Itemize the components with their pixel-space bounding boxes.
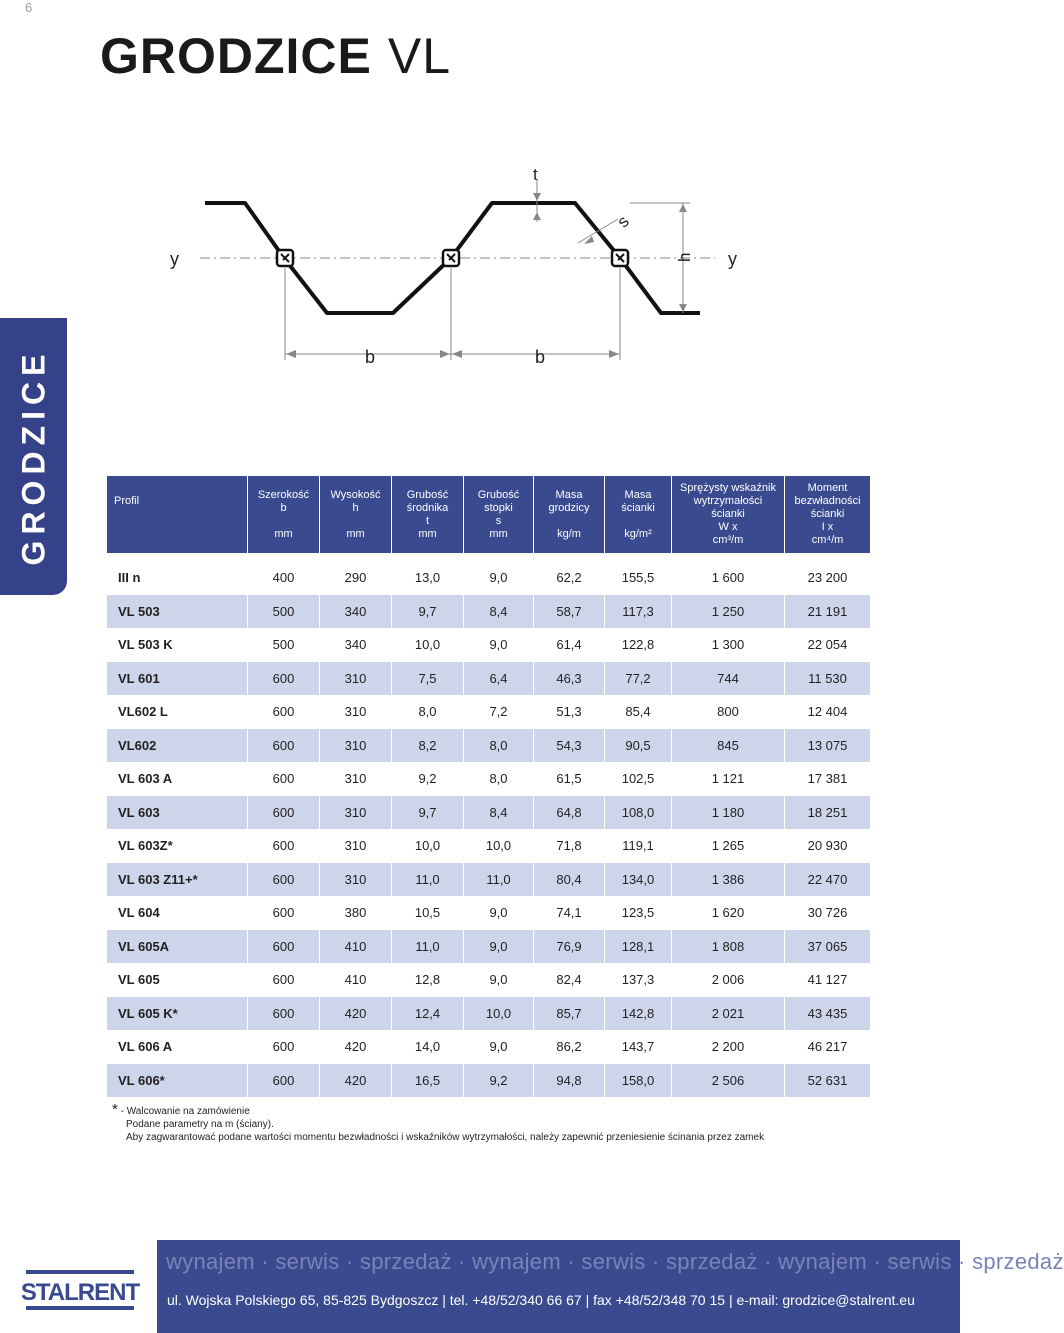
table-cell: 310 <box>320 762 392 796</box>
table-cell: 11,0 <box>392 863 464 897</box>
table-cell: 600 <box>248 729 320 763</box>
table-row <box>107 762 870 796</box>
table-cell: 10,0 <box>464 997 534 1031</box>
table-cell: 11,0 <box>464 863 534 897</box>
table-cell: 845 <box>672 729 785 763</box>
table-header-row <box>107 476 870 553</box>
table-cell: 11 530 <box>785 662 870 696</box>
column-header-line: kg/m² <box>624 527 652 540</box>
profile-name-cell: VL 605 <box>107 963 248 997</box>
footer-tagline: wynajem · serwis · sprzedaż · wynajem · serwis · sprzedaż · wynajem · serwis · sprzedaż <box>166 1249 1064 1274</box>
profile-name-cell: VL 603 A <box>107 762 248 796</box>
table-cell: 86,2 <box>534 1030 605 1064</box>
table-cell: 8,2 <box>392 729 464 763</box>
column-header-line: Szerokość <box>257 488 310 501</box>
table-cell: 9,2 <box>464 1064 534 1098</box>
table-row <box>107 963 870 997</box>
interlock-icon <box>443 250 459 266</box>
table-cell: 410 <box>320 930 392 964</box>
column-header-line <box>536 515 602 528</box>
svg-text:STALRENT: STALRENT <box>20 1279 140 1306</box>
table-cell: 158,0 <box>605 1064 672 1098</box>
column-header-line: Sprężysty wskaźnik <box>680 482 776 494</box>
t-arrow-icon <box>533 212 541 220</box>
table-cell: 310 <box>320 729 392 763</box>
table-cell: 8,0 <box>392 695 464 729</box>
table-cell: 13 075 <box>785 729 870 763</box>
table-cell: 71,8 <box>534 829 605 863</box>
table-cell: 600 <box>248 796 320 830</box>
table-cell: 2 200 <box>672 1030 785 1064</box>
table-cell: 1 121 <box>672 762 785 796</box>
column-header-line: h <box>352 501 359 514</box>
table-cell: 9,0 <box>464 963 534 997</box>
b-label-left: b <box>365 347 376 367</box>
table-cell: 108,0 <box>605 796 672 830</box>
table-cell: 76,9 <box>534 930 605 964</box>
table-cell: 10,0 <box>392 829 464 863</box>
interlock-icon <box>277 250 293 266</box>
table-cell: 410 <box>320 963 392 997</box>
column-header-line <box>250 515 317 528</box>
table-cell: 90,5 <box>605 729 672 763</box>
column-header-line: b <box>280 501 287 514</box>
column-header-line: stopki <box>484 501 513 514</box>
table-cell: 310 <box>320 662 392 696</box>
h-arrow-icon <box>679 304 687 312</box>
table-cell: 8,4 <box>464 796 534 830</box>
column-header-line: ścianki <box>711 508 745 520</box>
table-cell: 37 065 <box>785 930 870 964</box>
stalrent-logo <box>20 1270 140 1310</box>
footnote-line-1: - Walcowanie na zamówienie <box>117 1106 250 1117</box>
table-cell: 9,0 <box>464 561 534 595</box>
column-header-line: Moment <box>807 482 848 494</box>
table-cell: 12,8 <box>392 963 464 997</box>
profile-name-cell: VL 606 A <box>107 1030 248 1064</box>
table-cell: 94,8 <box>534 1064 605 1098</box>
table-row <box>107 896 870 930</box>
table-cell: 12 404 <box>807 704 848 720</box>
table-cell: 340 <box>320 595 392 629</box>
page-title <box>100 28 451 84</box>
table-cell: 22 470 <box>785 863 870 897</box>
column-header-line: środnika <box>406 501 449 514</box>
table-cell: 8,4 <box>464 595 534 629</box>
h-arrow-icon <box>679 204 687 212</box>
profile-name-cell: VL 605A <box>107 930 248 964</box>
specs-table <box>107 476 870 1097</box>
table-row <box>107 829 870 863</box>
table-cell: 123,5 <box>605 896 672 930</box>
column-header-line: wytrzymałości <box>693 495 763 507</box>
column-header <box>248 476 320 553</box>
column-header-line: Grubość <box>406 488 449 501</box>
table-cell: 600 <box>248 1064 320 1098</box>
table-cell: 77,2 <box>605 662 672 696</box>
table-cell: 143,7 <box>605 1030 672 1064</box>
profile-name-cell: VL 603 Z11+* <box>107 863 248 897</box>
column-header <box>672 476 785 553</box>
table-cell: 1 265 <box>672 829 785 863</box>
table-cell: 7,2 <box>464 695 534 729</box>
profile-name-cell: VL 603Z* <box>107 829 248 863</box>
table-cell: 18 251 <box>785 796 870 830</box>
column-header-line: kg/m <box>557 527 581 540</box>
page-title-rest: VL <box>387 28 452 84</box>
profile-name-cell: VL602 <box>107 729 248 763</box>
table-cell: 400 <box>248 561 320 595</box>
table-cell: 12,4 <box>392 997 464 1031</box>
table-cell: 1 250 <box>672 595 785 629</box>
table-cell: 420 <box>320 1030 392 1064</box>
table-cell: 134,0 <box>605 863 672 897</box>
table-cell: 46,3 <box>534 662 605 696</box>
table-cell: 22 054 <box>807 637 848 653</box>
t-arrow-icon <box>533 193 541 201</box>
table-cell: 600 <box>248 762 320 796</box>
table-cell: 85,4 <box>605 695 672 729</box>
table-row <box>107 729 870 763</box>
table-cell: 2 506 <box>672 1064 785 1098</box>
table-cell: 600 <box>248 1030 320 1064</box>
column-header <box>464 476 534 553</box>
table-row <box>107 628 870 662</box>
table-cell: 600 <box>248 930 320 964</box>
table-cell: 20 930 <box>807 838 848 854</box>
profile-name-cell: VL 503 <box>107 595 248 629</box>
table-cell: 80,4 <box>534 863 605 897</box>
table-cell: 61,5 <box>534 762 605 796</box>
b-arrow-icon <box>286 350 296 358</box>
profile-name-cell: VL 604 <box>107 896 248 930</box>
table-cell: 9,7 <box>392 595 464 629</box>
table-cell: 85,7 <box>534 997 605 1031</box>
t-label: t <box>533 165 538 184</box>
table-cell: 1 300 <box>672 628 785 662</box>
table-cell: 9,0 <box>464 930 534 964</box>
column-header-line: bezwładności <box>794 495 861 507</box>
column-header-line <box>322 515 389 528</box>
table-cell: 2 006 <box>672 963 785 997</box>
table-cell: 30 726 <box>807 905 848 921</box>
table-cell: 7,5 <box>392 662 464 696</box>
column-header-line: Profil <box>114 495 140 507</box>
s-label: s <box>613 211 633 232</box>
interlock-icon <box>612 250 628 266</box>
table-cell: 142,8 <box>605 997 672 1031</box>
table-cell: 420 <box>320 1064 392 1098</box>
table-cell: 52 631 <box>785 1064 870 1098</box>
column-header-line: s <box>495 514 502 527</box>
table-cell: 290 <box>320 561 392 595</box>
table-cell: 23 200 <box>807 570 848 586</box>
table-cell: 310 <box>320 695 392 729</box>
column-header-line: Wysokość <box>330 488 381 501</box>
table-row <box>107 997 870 1031</box>
table-row <box>107 662 870 696</box>
table-cell: 1 808 <box>672 930 785 964</box>
footnote-line-3: Aby zagwarantować podane wartości momentu bezwładności i wskaźników wytrzymałości, należy zapewnić przeniesienie ścinania przez zamek <box>126 1132 765 1143</box>
table-cell: 1 620 <box>672 896 785 930</box>
column-header-line: t <box>425 514 430 527</box>
table-cell: 600 <box>248 997 320 1031</box>
table-cell: 8,0 <box>464 729 534 763</box>
profile-name-cell: VL 601 <box>107 662 248 696</box>
footer-address: ul. Wojska Polskiego 65, 85-825 Bydgoszcz | tel. +48/52/340 66 67 | fax +48/52/348 70 15 | e-mail: grodzice@stalrent.eu <box>167 1292 915 1308</box>
table-cell: 500 <box>248 595 320 629</box>
column-header-line: Masa <box>555 488 583 501</box>
table-cell: 340 <box>320 628 392 662</box>
b-label-right: b <box>535 347 546 367</box>
table-cell: 310 <box>320 829 392 863</box>
table-row <box>107 863 870 897</box>
table-cell: 82,4 <box>534 963 605 997</box>
table-cell: 41 127 <box>807 972 848 988</box>
column-header-line: cm⁴/m <box>811 534 844 546</box>
table-cell: 51,3 <box>534 695 605 729</box>
table-row <box>107 1064 870 1098</box>
table-cell: 119,1 <box>605 829 672 863</box>
table-cell: 54,3 <box>534 729 605 763</box>
table-cell: 310 <box>320 863 392 897</box>
table-cell: 420 <box>320 997 392 1031</box>
h-label: h <box>675 252 694 262</box>
column-header <box>534 476 605 553</box>
table-cell: 600 <box>248 963 320 997</box>
footnotes <box>112 1103 764 1144</box>
table-cell: 1 386 <box>672 863 785 897</box>
column-header-line: Grubość <box>477 488 520 501</box>
table-cell: 600 <box>248 829 320 863</box>
s-arrow-icon <box>584 236 594 244</box>
table-cell: 21 191 <box>785 595 870 629</box>
column-header-line: mm <box>418 527 437 540</box>
table-cell: 74,1 <box>534 896 605 930</box>
table-cell: 61,4 <box>534 628 605 662</box>
table-row <box>107 561 870 595</box>
table-cell: 117,3 <box>605 595 672 629</box>
column-header-line: grodzicy <box>548 501 590 514</box>
table-cell: 9,7 <box>392 796 464 830</box>
table-cell: 58,7 <box>534 595 605 629</box>
table-cell: 600 <box>248 662 320 696</box>
side-category-label: GRODZICE <box>15 348 51 565</box>
table-cell: 9,0 <box>464 628 534 662</box>
table-cell: 16,5 <box>392 1064 464 1098</box>
table-cell: 600 <box>248 896 320 930</box>
column-header <box>605 476 672 553</box>
table-cell: 10,5 <box>392 896 464 930</box>
column-header-profil <box>107 476 248 553</box>
s-dimension-line <box>578 219 618 243</box>
y-axis-label-right: y <box>728 249 737 269</box>
table-cell: 137,3 <box>605 963 672 997</box>
column-header-line: W x <box>718 521 738 533</box>
profile-name-cell: VL 605 K* <box>107 997 248 1031</box>
column-header-line: mm <box>274 527 293 540</box>
b-arrow-icon <box>452 350 462 358</box>
table-cell: 9,0 <box>464 896 534 930</box>
profile-name-cell: III n <box>107 561 248 595</box>
column-header-line <box>607 515 669 528</box>
table-cell: 744 <box>672 662 785 696</box>
profile-name-cell: VL 606* <box>107 1064 248 1098</box>
page-number: 6 <box>25 0 33 15</box>
side-category-tab <box>0 318 67 595</box>
table-cell: 1 600 <box>672 561 785 595</box>
b-arrow-icon <box>440 350 450 358</box>
column-header-line: cm³/m <box>712 534 744 546</box>
table-row <box>107 930 870 964</box>
table-cell: 13,0 <box>392 561 464 595</box>
column-header <box>320 476 392 553</box>
table-cell: 10,0 <box>464 829 534 863</box>
table-cell: 43 435 <box>785 997 870 1031</box>
profile-name-cell: VL602 L <box>107 695 248 729</box>
table-row <box>107 1030 870 1064</box>
table-cell: 1 180 <box>672 796 785 830</box>
footnote-star: * <box>112 1101 118 1118</box>
sheet-pile-profile-diagram <box>140 160 780 390</box>
table-cell: 600 <box>248 863 320 897</box>
footnote-line-2: Podane parametry na m (ściany). <box>126 1119 274 1130</box>
table-cell: 46 217 <box>807 1039 848 1055</box>
table-cell: 9,0 <box>464 1030 534 1064</box>
column-header <box>392 476 464 553</box>
column-header-line: mm <box>489 527 508 540</box>
column-header-line: mm <box>346 527 365 540</box>
y-axis-label-left: y <box>170 249 179 269</box>
table-cell: 128,1 <box>605 930 672 964</box>
profile-name-cell: VL 603 <box>107 796 248 830</box>
profile-name-cell: VL 503 K <box>107 628 248 662</box>
column-header-line: Masa <box>624 488 652 501</box>
table-row <box>107 595 870 629</box>
table-cell: 64,8 <box>534 796 605 830</box>
table-cell: 10,0 <box>392 628 464 662</box>
table-cell: 380 <box>320 896 392 930</box>
table-cell: 102,5 <box>605 762 672 796</box>
column-header <box>785 476 870 553</box>
table-cell: 2 021 <box>672 997 785 1031</box>
table-cell: 9,2 <box>392 762 464 796</box>
column-header-line: ścianki <box>810 508 845 520</box>
table-cell: 11,0 <box>392 930 464 964</box>
table-row <box>107 796 870 830</box>
table-cell: 600 <box>248 695 320 729</box>
table-cell: 155,5 <box>605 561 672 595</box>
table-cell: 800 <box>672 695 785 729</box>
b-arrow-icon <box>609 350 619 358</box>
table-cell: 14,0 <box>392 1030 464 1064</box>
page-title-bold: GRODZICE <box>100 28 372 84</box>
table-cell: 310 <box>320 796 392 830</box>
table-cell: 17 381 <box>807 771 848 787</box>
table-spacer-row <box>107 553 870 561</box>
table-cell: 62,2 <box>534 561 605 595</box>
table-row <box>107 695 870 729</box>
table-cell: 6,4 <box>464 662 534 696</box>
column-header-line: I x <box>821 521 834 533</box>
table-cell: 8,0 <box>464 762 534 796</box>
column-header-line: ścianki <box>621 501 655 514</box>
table-cell: 500 <box>248 628 320 662</box>
table-cell: 122,8 <box>605 628 672 662</box>
